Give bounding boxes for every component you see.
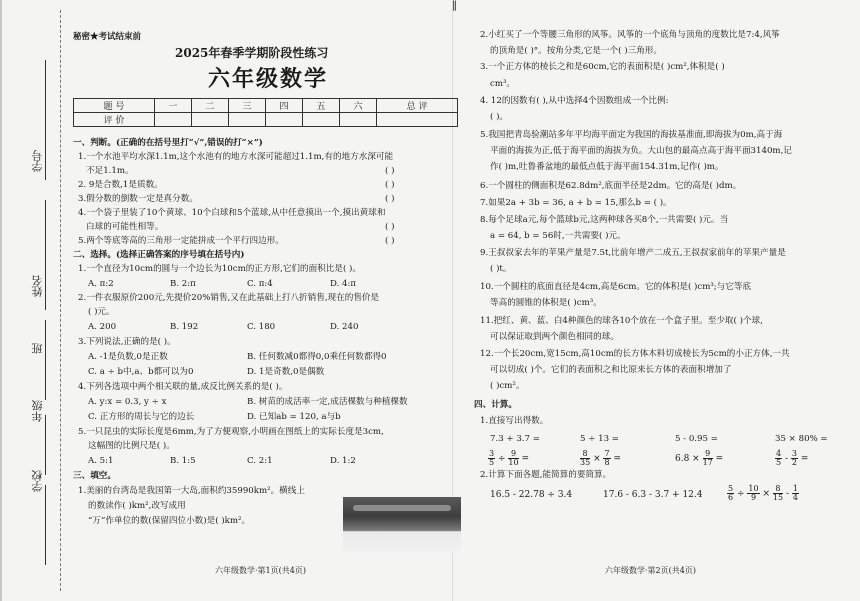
secret-mark: 秘密★考试结束前 — [73, 32, 142, 42]
center-marker: ‖ — [452, 0, 457, 11]
fill-q2-line1: 2.小红买了一个等腰三角形的风筝。风筝的一个底角与顶角的度数比是7:4,风筝 — [480, 30, 780, 40]
judge-answer-3[interactable]: ( ) — [385, 194, 395, 204]
choice-q5: 5.一只昆虫的实际长度是6mm,为了方便观察,小明画在图纸上的实际长度是3cm, — [78, 427, 384, 437]
fill-q4-line2: ( )。 — [490, 112, 509, 122]
choice-q2-cont: ( )元。 — [88, 307, 115, 317]
score-cell[interactable] — [191, 113, 228, 127]
fill-q3-line1: 3.一个正方体的棱长之和是60cm,它的表面积是( )cm²,体积是( ) — [480, 62, 725, 72]
score-col-4: 四 — [265, 99, 302, 113]
choice-q4-opt-c: C. 正方形的周长与它的边长 — [88, 412, 195, 422]
fill-q12-line3: ( )cm²。 — [490, 381, 525, 391]
choice-q5-opt-a: A. 5:1 — [88, 456, 114, 466]
fill-q9-line1: 9.王叔叔家去年的苹果产量是7.5t,比前年增产二成五,王叔叔家前年的苹果产量是 — [480, 248, 786, 258]
choice-q3-opt-c: C. a ÷ b中,a、b都可以为0 — [88, 367, 194, 377]
fraction: $\frac{3}{2}$ — [791, 449, 797, 467]
calc1-r2-c2: $\frac{8}{35}$ × $\frac{7}{8}$ = — [580, 449, 621, 467]
judge-item-1: 1.一个水池平均水深1.1m,这个水池有的地方水深可能超过1.1m,有的地方水深可能 — [78, 152, 394, 162]
calc1-r1-c3: 5 - 0.95 = — [675, 434, 718, 444]
choice-q2-opt-a: A. 200 — [88, 322, 117, 332]
fill-q5-line2: 平面的海拔为正,低于海平面的海拔为负。大山包的最高点高于海平面3140m,记 — [490, 146, 792, 156]
fill-q12-line2: 可以切成( )个。它们的表面积之和比原来长方体的表面积增加了 — [490, 365, 732, 375]
fraction: $\frac{1}{4}$ — [792, 484, 798, 502]
score-col-1: 一 — [154, 99, 191, 113]
score-cell[interactable] — [377, 113, 458, 127]
choice-q2-opt-c: C. 180 — [247, 322, 276, 332]
fill-q1-line1: 1.美丽的台湾岛是我国第一大岛,面积约35990km²。横线上 — [78, 486, 305, 496]
binding-underline-2 — [45, 200, 46, 310]
left-page-edge — [0, 0, 2, 601]
exam-title: 2025年春季学期阶段性练习 — [175, 46, 329, 60]
fraction: $\frac{4}{5}$ — [776, 449, 782, 467]
judge-item-2: 2. 9是合数,1是质数。 — [78, 180, 163, 190]
binding-underline-4 — [45, 415, 46, 475]
fill-q11-line2: 可以保证取到两个颜色相同的球。 — [490, 332, 619, 342]
calc1-r2-c4: $\frac{4}{5}$ - $\frac{3}{2}$ = — [776, 449, 809, 467]
fill-q5-line3: 作( )m,吐鲁番盆地的最低点低于海平面154.31m,记作( )m。 — [490, 162, 724, 172]
fill-q11-line1: 11.把红、黄、蓝、白4种颜色的球各10个放在一个盒子里。至少取( )个球, — [480, 316, 763, 326]
choice-q1-opt-a: A. π:2 — [88, 279, 114, 289]
score-cell[interactable] — [228, 113, 265, 127]
calc1-r2-c1: $\frac{3}{5}$ ÷ $\frac{9}{10}$ = — [489, 449, 529, 467]
choice-q2-opt-d: D. 240 — [330, 322, 359, 332]
fraction: $\frac{9}{10}$ — [508, 449, 519, 467]
fraction: $\frac{7}{8}$ — [604, 449, 610, 467]
binding-line — [60, 10, 61, 591]
score-table — [73, 98, 458, 127]
fill-q9-line2: ( )t。 — [490, 264, 512, 274]
subject-title: 六年级数学 — [208, 66, 329, 92]
score-col-total: 总 评 — [377, 99, 458, 113]
judge-item-5: 5.两个等底等高的三角形一定能拼成一个平行四边形。 — [78, 236, 284, 246]
section3-title: 三、填空。 — [73, 471, 116, 481]
choice-q3-opt-a: A. -1是负数,0是正数 — [88, 352, 168, 362]
choice-q2-opt-b: B. 192 — [170, 322, 199, 332]
fill-q3-line2: cm³。 — [490, 79, 516, 89]
judge-item-3: 3.假分数的倒数一定是真分数。 — [78, 194, 198, 204]
score-row-header-grade: 评 价 — [74, 113, 155, 127]
calc1-r1-c4: 35 × 80% = — [775, 434, 828, 444]
fraction: $\frac{10}{9}$ — [748, 484, 759, 502]
calc2-item-2: 17.6 - 6.3 - 3.7 + 12.4 — [603, 490, 703, 500]
score-cell[interactable] — [154, 113, 191, 127]
fill-q10-line1: 10.一个圆柱的底面直径是4cm,高是6cm。它的体积是( )cm³;与它等底 — [480, 282, 752, 292]
judge-answer-5[interactable]: ( ) — [385, 236, 395, 246]
calc2-item-1: 16.5 - 22.78 ÷ 3.4 — [490, 490, 573, 500]
choice-q5-opt-c: C. 2:1 — [247, 456, 273, 466]
score-col-3: 三 — [228, 99, 265, 113]
binding-underline-5 — [45, 485, 46, 565]
binding-underline-3 — [45, 320, 46, 400]
score-cell[interactable] — [340, 113, 377, 127]
choice-q3-opt-d: D. 1是奇数,0是偶数 — [247, 367, 325, 377]
fill-q6: 6.一个圆柱的侧面积是62.8dm²,底面半径是2dm。它的高是( )dm。 — [480, 181, 742, 191]
calc2-item-3: $\frac{5}{6}$ ÷ $\frac{10}{9}$ × $\frac{8}{15}$ - $\frac{1}{4}$ — [728, 484, 798, 502]
judge-answer-1[interactable]: ( ) — [385, 166, 395, 176]
score-row-header-number: 题 号 — [74, 99, 155, 113]
taiwan-island-photo — [343, 497, 461, 553]
right-page-footer: 六年级数学·第2页(共4页) — [605, 566, 696, 575]
calc1-r2-c3: 6.8 × $\frac{9}{17}$ = — [675, 449, 724, 467]
binding-label-school: 学校 — [31, 470, 44, 492]
choice-q2: 2.一件衣服原价200元,先提价20%销售,又在此基础上打八折销售,现在的售价是 — [78, 293, 380, 303]
judge-answer-2[interactable]: ( ) — [385, 180, 395, 190]
choice-q3-opt-b: B. 任何数减0都得0,0乘任何数都得0 — [247, 352, 387, 362]
section4-title: 四、计算。 — [474, 400, 517, 410]
calc2-title: 2.计算下面各题,能简算的要简算。 — [480, 470, 612, 480]
calc1-r1-c2: 5 ÷ 13 = — [580, 434, 619, 444]
choice-q5-opt-b: B. 1:5 — [170, 456, 196, 466]
fill-q12-line1: 12.一个长20cm,宽15cm,高10cm的长方体木料切成棱长为5cm的小正方体,一共 — [480, 349, 790, 359]
judge-answer-4[interactable]: ( ) — [385, 222, 395, 232]
score-cell[interactable] — [303, 113, 340, 127]
choice-q5-opt-d: D. 1:2 — [330, 456, 356, 466]
calc1-r1-c1: 7.3 + 3.7 = — [490, 434, 540, 444]
fill-q10-line2: 等高的圆锥的体积是( )cm³。 — [490, 298, 602, 308]
fill-q5-line1: 5.我国把青岛验潮站多年平均海平面定为我国的海拔基准面,即海拔为0m,高于海 — [480, 130, 783, 140]
section2-title: 二、选择。(选择正确答案的序号填在括号内) — [73, 250, 245, 260]
fraction: $\frac{3}{5}$ — [489, 449, 495, 467]
judge-item-1-cont: 不足1.1m。 — [86, 166, 134, 176]
left-page-footer: 六年级数学·第1页(共4页) — [215, 566, 306, 575]
choice-q4-opt-d: D. 已知ab = 120, a与b — [247, 412, 341, 422]
calc1-title: 1.直接写出得数。 — [480, 416, 549, 426]
fill-q1-line3: “万”作单位的数(保留四位小数)是( )km²。 — [88, 516, 251, 526]
fill-q8-line1: 8.每个足球a元,每个篮球b元,这两种球各买8个,一共需要( )元。当 — [480, 215, 729, 225]
fraction: $\frac{8}{35}$ — [580, 449, 591, 467]
choice-q1: 1.一个直径为10cm的圆与一个边长为10cm的正方形,它们的面积比是( )。 — [78, 264, 362, 274]
fraction: $\frac{8}{15}$ — [772, 484, 784, 502]
fill-q1-line2: 的数读作( )km²,改写成用 — [88, 501, 186, 511]
choice-q1-opt-b: B. 2:π — [170, 279, 196, 289]
binding-label-name: 姓名 — [31, 275, 44, 297]
binding-label-class: 班 — [31, 343, 44, 354]
score-col-2: 二 — [191, 99, 228, 113]
choice-q4: 4.下列各选项中两个相关联的量,成反比例关系的是( )。 — [78, 382, 288, 392]
fill-q7: 7.如果2a + 3b = 36, a + b = 15,那么b = ( )。 — [480, 198, 672, 208]
score-cell[interactable] — [265, 113, 302, 127]
score-col-6: 六 — [340, 99, 377, 113]
choice-q1-opt-d: D. 4:π — [330, 279, 357, 289]
judge-item-4: 4.一个袋子里装了10个黄球、10个白球和5个蓝球,从中任意摸出一个,摸出黄球和 — [78, 208, 386, 218]
choice-q3: 3.下列说法,正确的是( )。 — [78, 337, 176, 347]
fill-q8-line2: a = 64, b = 56时,一共需要( )元。 — [490, 231, 626, 241]
binding-underline-1 — [45, 60, 46, 180]
binding-label-grade: 年级 — [31, 400, 44, 422]
fill-q4-line1: 4. 12的因数有( ),从中选择4个因数组成一个比例: — [480, 96, 669, 106]
binding-label-student-id: 学号 — [31, 150, 44, 172]
choice-q5-cont: 这幅图的比例尺是( )。 — [88, 441, 175, 451]
section1-title: 一、判断。(正确的在括号里打“√”,错误的打“×”) — [73, 138, 263, 148]
score-col-5: 五 — [303, 99, 340, 113]
choice-q4-opt-a: A. y:x = 0.3, y ÷ x — [88, 397, 167, 407]
fraction: $\frac{5}{6}$ — [728, 484, 734, 502]
choice-q1-opt-c: C. π:4 — [247, 279, 273, 289]
fraction: $\frac{9}{17}$ — [702, 449, 713, 467]
judge-item-4-cont: 白球的可能性相等。 — [86, 222, 164, 232]
fill-q2-line2: 的顶角是( )°。按角分类,它是一个( )三角形。 — [490, 46, 662, 56]
choice-q4-opt-b: B. 树苗的成活率一定,成活棵数与种植棵数 — [247, 397, 408, 407]
